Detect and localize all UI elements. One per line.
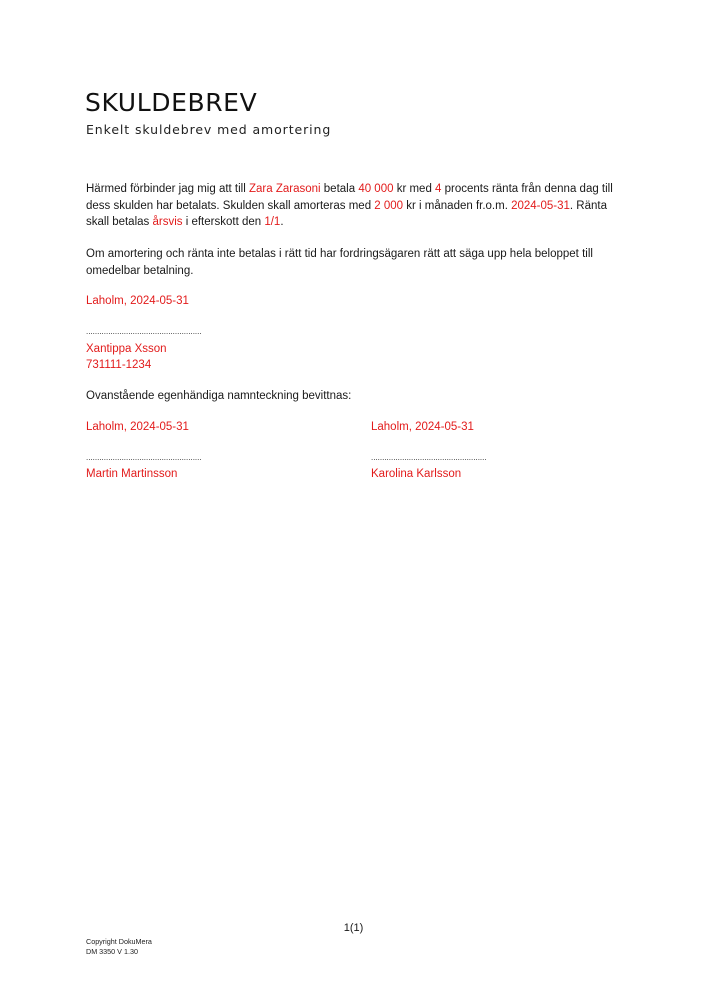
terms-paragraph [86,181,616,231]
para1-text: Härmed förbinder jag mig att till [86,183,249,195]
witness1-place-date: Laholm, 2024-05-31 [86,421,189,433]
interest-date: 1/1 [264,216,281,228]
debtor-id: 731111-1234 [86,359,152,371]
version-text: DM 3350 V 1.30 [86,947,138,956]
termination-paragraph: Om amortering och ränta inte betalas i rätt tid har fordringsägaren rätt att säga upp hela beloppet till omedelbar betalning. [86,248,593,277]
para1-text: procents ränta från denna dag till dess skulden har betalats. Skulden skall amorteras med [86,183,613,212]
para1-text: betala [320,183,359,195]
creditor-name: Zara Zarasoni [248,183,321,195]
interest-rate: 4 [435,183,442,195]
para1-text: kr med [393,183,436,195]
para1-text: kr i månaden fr.o.m. [403,199,512,212]
para1-text: . Ränta skall betalas [86,199,607,228]
witness2-name: Karolina Karlsson [371,468,462,480]
start-date: 2024-05-31 [511,199,570,212]
debtor-place-date: Laholm, 2024-05-31 [86,295,189,307]
installment-amount: 2 000 [374,199,404,212]
interest-period: årsvis [152,216,183,228]
debtor-name: Xantippa Xsson [86,343,167,355]
document-subtitle: Enkelt skuldebrev med amortering [86,122,332,137]
witness1-signature-line: .................................................... [86,453,202,462]
witness2-signature-line: .................................................... [371,453,487,462]
para1-text: i efterskott den [182,216,265,228]
witness2-place-date: Laholm, 2024-05-31 [371,421,474,433]
copyright-text: Copyright DokuMera [86,937,152,946]
page-number: 1(1) [343,922,364,934]
para1-text: . [280,216,284,228]
document-title: SKULDEBREV [85,88,258,117]
witness-intro: Ovanstående egenhändiga namnteckning bevittnas: [86,390,352,402]
witness1-name: Martin Martinsson [86,468,178,480]
loan-amount: 40 000 [358,183,394,195]
debtor-signature-line: .................................................... [86,327,202,336]
